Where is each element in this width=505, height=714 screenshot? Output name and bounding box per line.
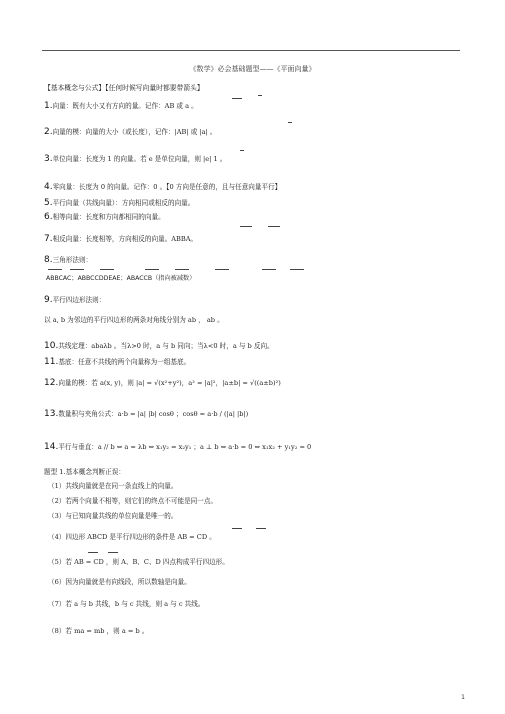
item-text: 平行与垂直：a // b ⇔ a = λb ⇔ x₁y₂ = x₂y₁ ；a ⊥ b ⇔ a·b = 0 ⇔ x₁x₂ + y₁y₂ = 0 (58, 443, 312, 451)
vector-overbar (268, 226, 280, 227)
section-basic-heading: 【基本概念与公式】【任何时候写向量时都要带箭头】 (44, 84, 204, 92)
item-1 (44, 100, 198, 111)
item-text: ABBCAC；ABBCCDDEAE；ABACCB（指向被减数） (46, 275, 196, 282)
item-number: 7. (44, 234, 53, 244)
item-9-detail (44, 314, 224, 324)
item-text: 平行向量（共线向量）：方向相同或相反的向量。 (52, 199, 195, 207)
item-number: 14. (44, 442, 59, 452)
item-14 (44, 441, 311, 452)
item-text: 基底：任意不共线的两个向量称为一组基底。 (58, 358, 191, 366)
document-title: 《数学》必会基础题型——《平面向量》 (189, 65, 316, 73)
vector-overbar (175, 269, 189, 270)
item-number: 13. (44, 409, 59, 419)
statement-6: （6）因为向量就是有向线段，所以数轴是向量。 (48, 578, 191, 586)
item-text: 零向量：长度为 0 的向量。记作：0 。【0 方向是任意的，且与任意向量平行】 (52, 183, 282, 191)
statement-7: （7）若 a 与 b 共线，b 与 c 共线，则 a 与 c 共线。 (48, 600, 205, 608)
item-number: 11. (44, 357, 59, 367)
item-8 (44, 254, 92, 265)
vector-overbar (256, 528, 266, 529)
vector-overbar (258, 95, 262, 96)
item-text: 共线定理：abaλb 。当λ>0 时，a 与 b 同向；当λ<0 时，a 与 b 反向。 (58, 342, 274, 350)
item-number: 10. (44, 341, 59, 351)
item-10 (44, 340, 274, 351)
vector-overbar (232, 528, 242, 529)
item-number: 2. (44, 127, 53, 137)
item-4 (44, 181, 281, 192)
item-number: 9. (44, 295, 53, 305)
item-text: 平行四边形法则： (52, 296, 106, 304)
section-types-heading: 题型 1.基本概念判断正误： (44, 468, 125, 476)
item-text: 单位向量：长度为 1 的向量。若 e 是单位向量，则 |e| 1 。 (52, 155, 227, 163)
vector-overbar (100, 269, 114, 270)
item-text: 相等向量：长度和方向都相同的向量。 (52, 213, 165, 221)
statement-1: （1）共线向量就是在同一条直线上的向量。 (48, 482, 178, 490)
item-6 (44, 211, 165, 222)
item-8-formula (46, 273, 195, 282)
item-text: 三角形法则： (52, 256, 93, 264)
item-11 (44, 356, 190, 367)
item-number: 6. (44, 212, 53, 222)
item-9 (44, 294, 105, 305)
item-number: 5. (44, 198, 53, 208)
item-number: 3. (44, 154, 53, 164)
item-12 (44, 377, 281, 388)
statement-4: （4）四边形 ABCD 是平行四边形的条件是 AB = CD 。 (48, 533, 216, 541)
page-number: 1 (461, 694, 465, 701)
vector-overbar (240, 226, 252, 227)
item-text: 向量：既有大小又有方向的量。记作：AB 或 a 。 (52, 102, 198, 110)
item-text: 向量的模：向量的大小（或长度），记作：|AB| 或 |a| 。 (52, 128, 217, 136)
item-text: 向量的模：若 a(x, y)，则 |a| = √(x²+y²)，a² = |a|²，|a±b| = √((a±b)²) (58, 379, 281, 387)
item-2 (44, 126, 216, 137)
vector-overbar (70, 269, 84, 270)
item-text: 相反向量：长度相等，方向相反的向量。ABBA。 (52, 235, 198, 243)
item-number: 1. (44, 101, 53, 111)
item-number: 12. (44, 378, 59, 388)
statement-5: （5）若 AB = CD ，则 A、B、C、D 四点构成平行四边形。 (48, 558, 229, 566)
vector-overbar (48, 269, 62, 270)
vector-overbar (232, 98, 242, 99)
item-5 (44, 197, 194, 208)
item-number: 4. (44, 182, 53, 192)
vector-overbar (290, 269, 304, 270)
vector-overbar (88, 552, 98, 553)
item-text: 数量积与夹角公式：a·b = |a| |b| cosθ ；cosθ = a·b / (|a| |b|) (58, 410, 249, 418)
vector-overbar (288, 122, 292, 123)
header-rule (42, 50, 460, 51)
item-13 (44, 408, 248, 419)
statement-8: （8）若 ma = mb ，则 a = b 。 (48, 627, 149, 635)
vector-overbar (108, 552, 118, 553)
item-7 (44, 233, 197, 244)
item-number: 8. (44, 255, 53, 265)
vector-overbar (240, 150, 244, 151)
statement-3: （3）与已知向量共线的单位向量是唯一的。 (48, 512, 178, 520)
vector-overbar (262, 269, 276, 270)
vector-overbar (215, 269, 229, 270)
item-3 (44, 153, 226, 164)
statement-2: （2）若两个向量不相等，则它们的终点不可能是同一点。 (48, 497, 218, 505)
item-text: 以 a, b 为邻边的平行四边形的两条对角线分别为 ab ， ab 。 (44, 316, 224, 324)
vector-overbar (145, 269, 159, 270)
